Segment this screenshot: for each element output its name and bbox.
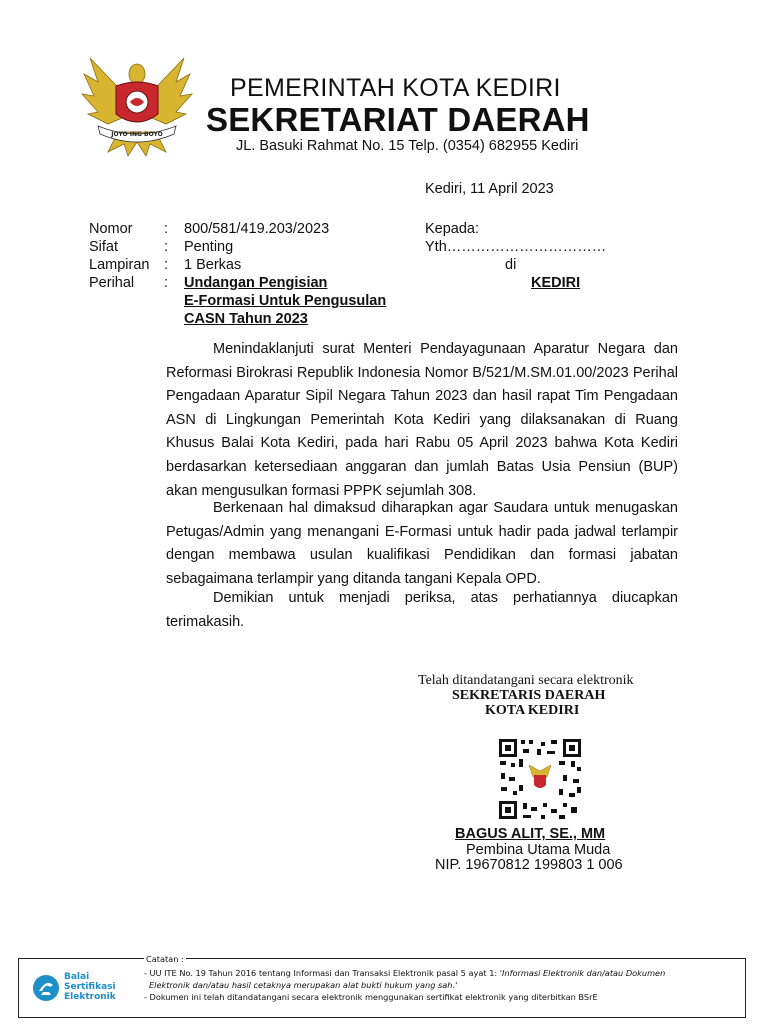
bsre-logo-line-3: Elektronik <box>64 992 116 1002</box>
recipient-city: KEDIRI <box>531 275 581 291</box>
signatory-organization: KOTA KEDIRI <box>485 703 580 718</box>
body-paragraph-2: Berkenaan hal dimaksud diharapkan agar Saudara untuk menugaskan Petugas/Admin yang menangani E-Formasi untuk hadir pada jadwal terlampir dengan membawa usulan kualifikasi Pendidikan dan formasi jabatan sebagaimana terlampir yang ditanda tangani Kepala OPD. <box>166 500 678 587</box>
lampiran-label: Lampiran <box>89 257 150 273</box>
perihal-line-2: E-Formasi Untuk Pengusulan <box>184 293 387 309</box>
signed-electronically-note: Telah ditandatangani secara elektronik <box>418 673 634 688</box>
office-address: JL. Basuki Rahmat No. 15 Telp. (0354) 682955 Kediri <box>236 138 579 154</box>
footer-note-2: - Dokumen ini telah ditandatangani secara elektronik menggunakan sertifikat elektronik yang diterbitkan BSrE <box>144 992 598 1002</box>
nomor-label: Nomor <box>89 221 133 237</box>
footer-note-1-italic: 'Informasi Elektronik dan/atau Dokumen <box>499 968 666 978</box>
signatory-title: SEKRETARIS DAERAH <box>452 688 606 703</box>
yth-line: Yth…………………………… <box>425 239 607 255</box>
footer-note-1 <box>144 968 665 978</box>
letter-date: Kediri, 11 April 2023 <box>425 181 554 197</box>
bsre-logo <box>31 969 129 1009</box>
footer-note-box <box>18 954 746 1018</box>
kepada-label: Kepada: <box>425 221 480 237</box>
footer-note-1-continued: Elektronik dan/atau hasil cetaknya merupakan alat bukti hukum yang sah.' <box>149 980 458 990</box>
logo-motto-text: JOYO ING BOYO <box>111 131 163 138</box>
qr-code-image <box>497 737 583 821</box>
lampiran-value: 1 Berkas <box>184 257 242 273</box>
perihal-line-1: Undangan Pengisian <box>184 275 328 291</box>
sifat-value: Penting <box>184 239 234 255</box>
perihal-line-3: CASN Tahun 2023 <box>184 311 308 327</box>
footer-catatan-label: Catatan : <box>146 954 184 964</box>
di-label: di <box>505 257 517 273</box>
sifat-colon: : <box>164 239 169 255</box>
government-name: PEMERINTAH KOTA KEDIRI <box>230 74 561 102</box>
bsre-emblem-icon <box>31 973 61 1003</box>
bsre-logo-line-2: Sertifikasi <box>64 982 116 992</box>
body-paragraph-1: Menindaklanjuti surat Menteri Pendayagunaan Aparatur Negara dan Reformasi Birokrasi Republik Indonesia Nomor B/521/M.SM.01.00/2023 Perihal Pengadaan Aparatur Sipil Negara Tahun 2023 dan hasil rapat Tim Pengadaan ASN di Lingkungan Pemerintah Kota Kediri yang dilaksanakan di Ruang Khusus Balai Kota Kediri, pada hari Rabu 05 April 2023 bahwa Kota Kediri berdasarkan ketersediaan anggaran dan jumlah Batas Usia Pensiun (BUP) akan mengusulkan formasi PPPK sejumlah 308. <box>166 341 678 499</box>
nomor-value: 800/581/419.203/2023 <box>184 221 330 237</box>
footer-note-1-regular: - UU ITE No. 19 Tahun 2016 tentang Informasi dan Transaksi Elektronik pasal 5 ayat 1: <box>144 968 500 978</box>
bsre-logo-line-1: Balai <box>64 972 90 982</box>
perihal-label: Perihal <box>89 275 135 291</box>
lampiran-colon: : <box>164 257 169 273</box>
body-paragraph-3: Demikian untuk menjadi periksa, atas perhatiannya diucapkan terimakasih. <box>166 590 678 630</box>
signatory-name: BAGUS ALIT, SE., MM <box>455 826 606 842</box>
department-name: SEKRETARIAT DAERAH <box>206 101 590 138</box>
nomor-colon: : <box>164 221 169 237</box>
signatory-rank: Pembina Utama Muda <box>466 842 611 858</box>
signatory-nip: NIP. 19670812 199803 1 006 <box>435 857 623 873</box>
perihal-colon: : <box>164 275 169 291</box>
kota-kediri-emblem-logo <box>78 52 196 162</box>
sifat-label: Sifat <box>89 239 119 255</box>
